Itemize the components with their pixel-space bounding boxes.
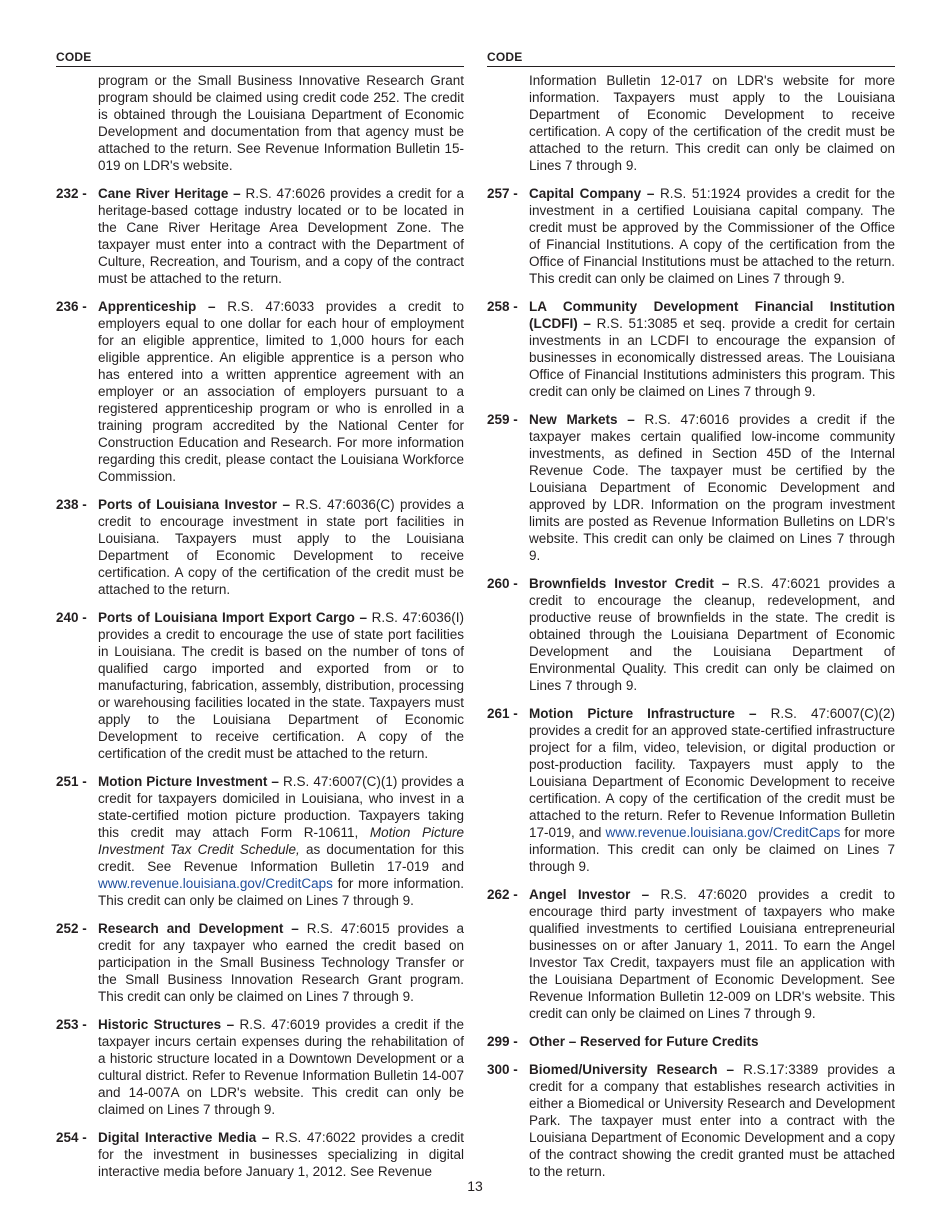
page-number: 13	[467, 1178, 483, 1194]
credit-title: Motion Picture Infrastructure –	[529, 706, 757, 721]
credit-code: 259 -	[487, 412, 518, 427]
credit-text-2: for more information. This credit can only be claimed on Lines 7 through 9.	[529, 825, 896, 874]
continuation-text: Information Bulletin 12-017 on LDR's website for more information. Taxpayers must apply to the Louisiana Department of Economic Development to receive certification. A copy of the certification of the credit must be attached to the return. This credit can only be claimed on Lines 7 through 9.	[529, 73, 895, 173]
credit-code: 253 -	[56, 1017, 87, 1032]
credit-title: Capital Company –	[529, 186, 655, 201]
credit-caps-link[interactable]: www.revenue.louisiana.gov/CreditCaps	[98, 876, 333, 891]
credit-text: R.S. 47:6007(C)(2) provides a credit for an approved state-certified infrastructure project for a film, video, television, or digital production or post-production facility. Taxpayers must apply to the Louisiana Department of Economic Development to receive certification. A copy of the certification of the credit must be attached to the return. Refer to Revenue Information Bulletin 17-019, and	[529, 706, 895, 840]
credit-text: R.S. 47:6020 provides a credit to encourage third party investment of taxpayers who make qualified investments to certified Louisiana entrepreneurial businesses on or after January 1, 2011. To earn the Angel Investor Tax Credit, taxpayers must file an application with the Louisiana Department of Economic Development. See Revenue Information Bulletin 12-009 on LDR's website. This credit can only be claimed on Lines 7 through 9.	[529, 887, 895, 1021]
credit-code: 299 -	[487, 1034, 518, 1049]
credit-text: R.S. 47:6007(C)(1) provides a credit for taxpayers domiciled in Louisiana, who invest in a state-certified motion picture production. Taxpayers taking this credit may attach Form R-10611,	[98, 774, 464, 840]
continuation-text: program or the Small Business Innovative Research Grant program should be claimed using credit code 252. The credit is obtained through the Louisiana Department of Economic Development and documentation from that agency must be attached to the return. See Revenue Information Bulletin 15-019 on LDR's website.	[98, 73, 464, 173]
credit-title: LA Community Development Financial Institution (LCDFI) –	[529, 299, 895, 331]
credit-title: Ports of Louisiana Investor –	[98, 497, 290, 512]
credit-code: 254 -	[56, 1130, 87, 1145]
credit-title: Cane River Heritage –	[98, 186, 241, 201]
credit-text: R.S. 47:6016 provides a credit if the taxpayer makes certain qualified low-income community investments, as defined in Section 45D of the Internal Revenue Code. The taxpayer must be certified by the Louisiana Department of Economic Development and approved by LDR. Information on the program investment limits are posted as Revenue Information Bulletins on LDR's website. This credit can only be claimed on Lines 7 through 9.	[529, 412, 896, 563]
credit-text: R.S. 51:1924 provides a credit for the investment in a certified Louisiana capital company. The credit must be approved by the Commissioner of the Office of Financial Institutions. A copy of the certification from the Office of Financial Institutions must be attached to the return. This credit can only be claimed on Lines 7 through 9.	[529, 186, 895, 286]
credit-text-3: for more information. This credit can only be claimed on Lines 7 through 9.	[98, 876, 464, 908]
credit-title: Apprenticeship –	[98, 299, 216, 314]
credit-text: R.S. 47:6033 provides a credit to employers equal to one dollar for each hour of employment for an eligible apprentice, limited to 1,000 hours for each eligible apprentice. An eligible apprentice is a person who has entered into a written apprentice agreement with an employer or an association of employers pursuant to a registered apprenticeship program or who is enrolled in a training program accredited by the National Center for Construction Education and Research. For more information regarding this credit, please contact the Louisiana Workforce Commission.	[98, 299, 464, 484]
credit-title: Digital Interactive Media –	[98, 1130, 270, 1145]
credit-text: R.S. 47:6021 provides a credit to encourage the cleanup, redevelopment, and productive reuse of brownfields in the state. The credit is obtained through the Louisiana Department of Economic Development and the Louisiana Department of Environmental Quality. This credit can only be claimed on Lines 7 through 9.	[529, 576, 895, 693]
credit-title: Biomed/University Research –	[529, 1062, 735, 1077]
credit-text-2: as documentation for this credit. See Revenue Information Bulletin 17-019 and	[98, 842, 464, 874]
credit-text: R.S. 47:6026 provides a credit for a heritage-based cottage industry located or to be located in the Cane River Heritage Area Development Zone. The taxpayer must enter into a contract with the Department of Culture, Recreation, and Tourism, and a copy of the contract must be attached to the return.	[98, 186, 464, 286]
credit-code: 258 -	[487, 299, 518, 314]
credit-code: 238 -	[56, 497, 87, 512]
credit-text: R.S.17:3389 provides a credit for a company that establishes research activities in either a Biomedical or University Research and Development Park. The taxpayer must enter into a contract with the Louisiana Department of Economic Development and a copy of the contract showing the credit granted must be attached to the return.	[529, 1062, 895, 1179]
credit-code: 257 -	[487, 186, 518, 201]
right-column	[487, 50, 895, 1191]
credit-text: R.S. 47:6019 provides a credit if the taxpayer incurs certain expenses during the rehabilitation of a historic structure located in a Downtown Development or a cultural district. Refer to Revenue Information Bulletin 14-007 and 14-007A on LDR's website. This credit can only be claimed on Lines 7 through 9.	[98, 1017, 464, 1117]
credit-entry-253	[56, 1016, 464, 1118]
credit-code: 261 -	[487, 706, 518, 721]
credit-text: R.S. 47:6036(I) provides a credit to encourage the use of state port facilities in Louisiana. The credit is based on the number of tons of qualified cargo imported and exported from or to manufacturing, fabrication, assembly, distribution, processing or warehousing facilities located in the state. Taxpayers must apply to the Louisiana Department of Economic Development to receive certification. A copy of the certification of the credit must be attached to the return.	[98, 610, 464, 761]
credit-entry-262	[487, 886, 895, 1022]
credit-entry-257	[487, 185, 895, 287]
credit-title: Motion Picture Investment –	[98, 774, 279, 789]
credit-code: 232 -	[56, 186, 87, 201]
credit-entry-240	[56, 609, 464, 762]
credit-entry-260	[487, 575, 895, 694]
credit-title: Research and Development –	[98, 921, 299, 936]
credit-code: 236 -	[56, 299, 87, 314]
credit-entry-251	[56, 773, 464, 909]
credit-entry-258	[487, 298, 895, 400]
credit-title: Other – Reserved for Future Credits	[529, 1034, 759, 1049]
credit-entry-236	[56, 298, 464, 485]
credit-title: New Markets –	[529, 412, 635, 427]
credit-entry-259	[487, 411, 895, 564]
credit-entry-238	[56, 496, 464, 598]
credit-title: Historic Structures –	[98, 1017, 235, 1032]
credit-code: 262 -	[487, 887, 518, 902]
credit-caps-link[interactable]: www.revenue.louisiana.gov/CreditCaps	[605, 825, 841, 840]
left-column-header: CODE	[56, 50, 464, 67]
credit-code: 260 -	[487, 576, 518, 591]
left-column	[56, 50, 464, 1191]
credit-text: R.S. 47:6022 provides a credit for the investment in businesses specializing in digital interactive media before January 1, 2012. See Revenue	[98, 1130, 464, 1179]
credit-entry-252	[56, 920, 464, 1005]
credit-code: 300 -	[487, 1062, 518, 1077]
credit-text: R.S. 47:6015 provides a credit for any taxpayer who earned the credit based on participation in the Small Business Technology Transfer or the Small Business Innovation Research Grant program. This credit can only be claimed on Lines 7 through 9.	[98, 921, 465, 1004]
credit-entry-232	[56, 185, 464, 287]
credit-code: 252 -	[56, 921, 87, 936]
credit-code: 251 -	[56, 774, 87, 789]
credit-entry-261	[487, 705, 895, 875]
credit-text: R.S. 47:6036(C) provides a credit to encourage investment in state port facilities in Louisiana. Taxpayers must apply to the Louisiana Department of Economic Development to receive certification. A copy of the certification of the credit must be attached to the return.	[98, 497, 464, 597]
credit-entry-300	[487, 1061, 895, 1180]
right-column-header: CODE	[487, 50, 895, 67]
credit-entry-254	[56, 1129, 464, 1180]
credit-title: Ports of Louisiana Import Export Cargo –	[98, 610, 368, 625]
form-title: Motion Picture Investment Tax Credit Schedule,	[98, 825, 464, 857]
credit-title: Angel Investor –	[529, 887, 650, 902]
credit-text: R.S. 51:3085 et seq. provide a credit for certain investments in an LCDFI to encourage the expansion of businesses in economically distressed areas. The Louisiana Office of Financial Institutions administers this program. This credit can only be claimed on Lines 7 through 9.	[529, 316, 895, 399]
credit-entry-299	[487, 1033, 895, 1050]
credit-code: 240 -	[56, 610, 87, 625]
credit-title: Brownfields Investor Credit –	[529, 576, 730, 591]
